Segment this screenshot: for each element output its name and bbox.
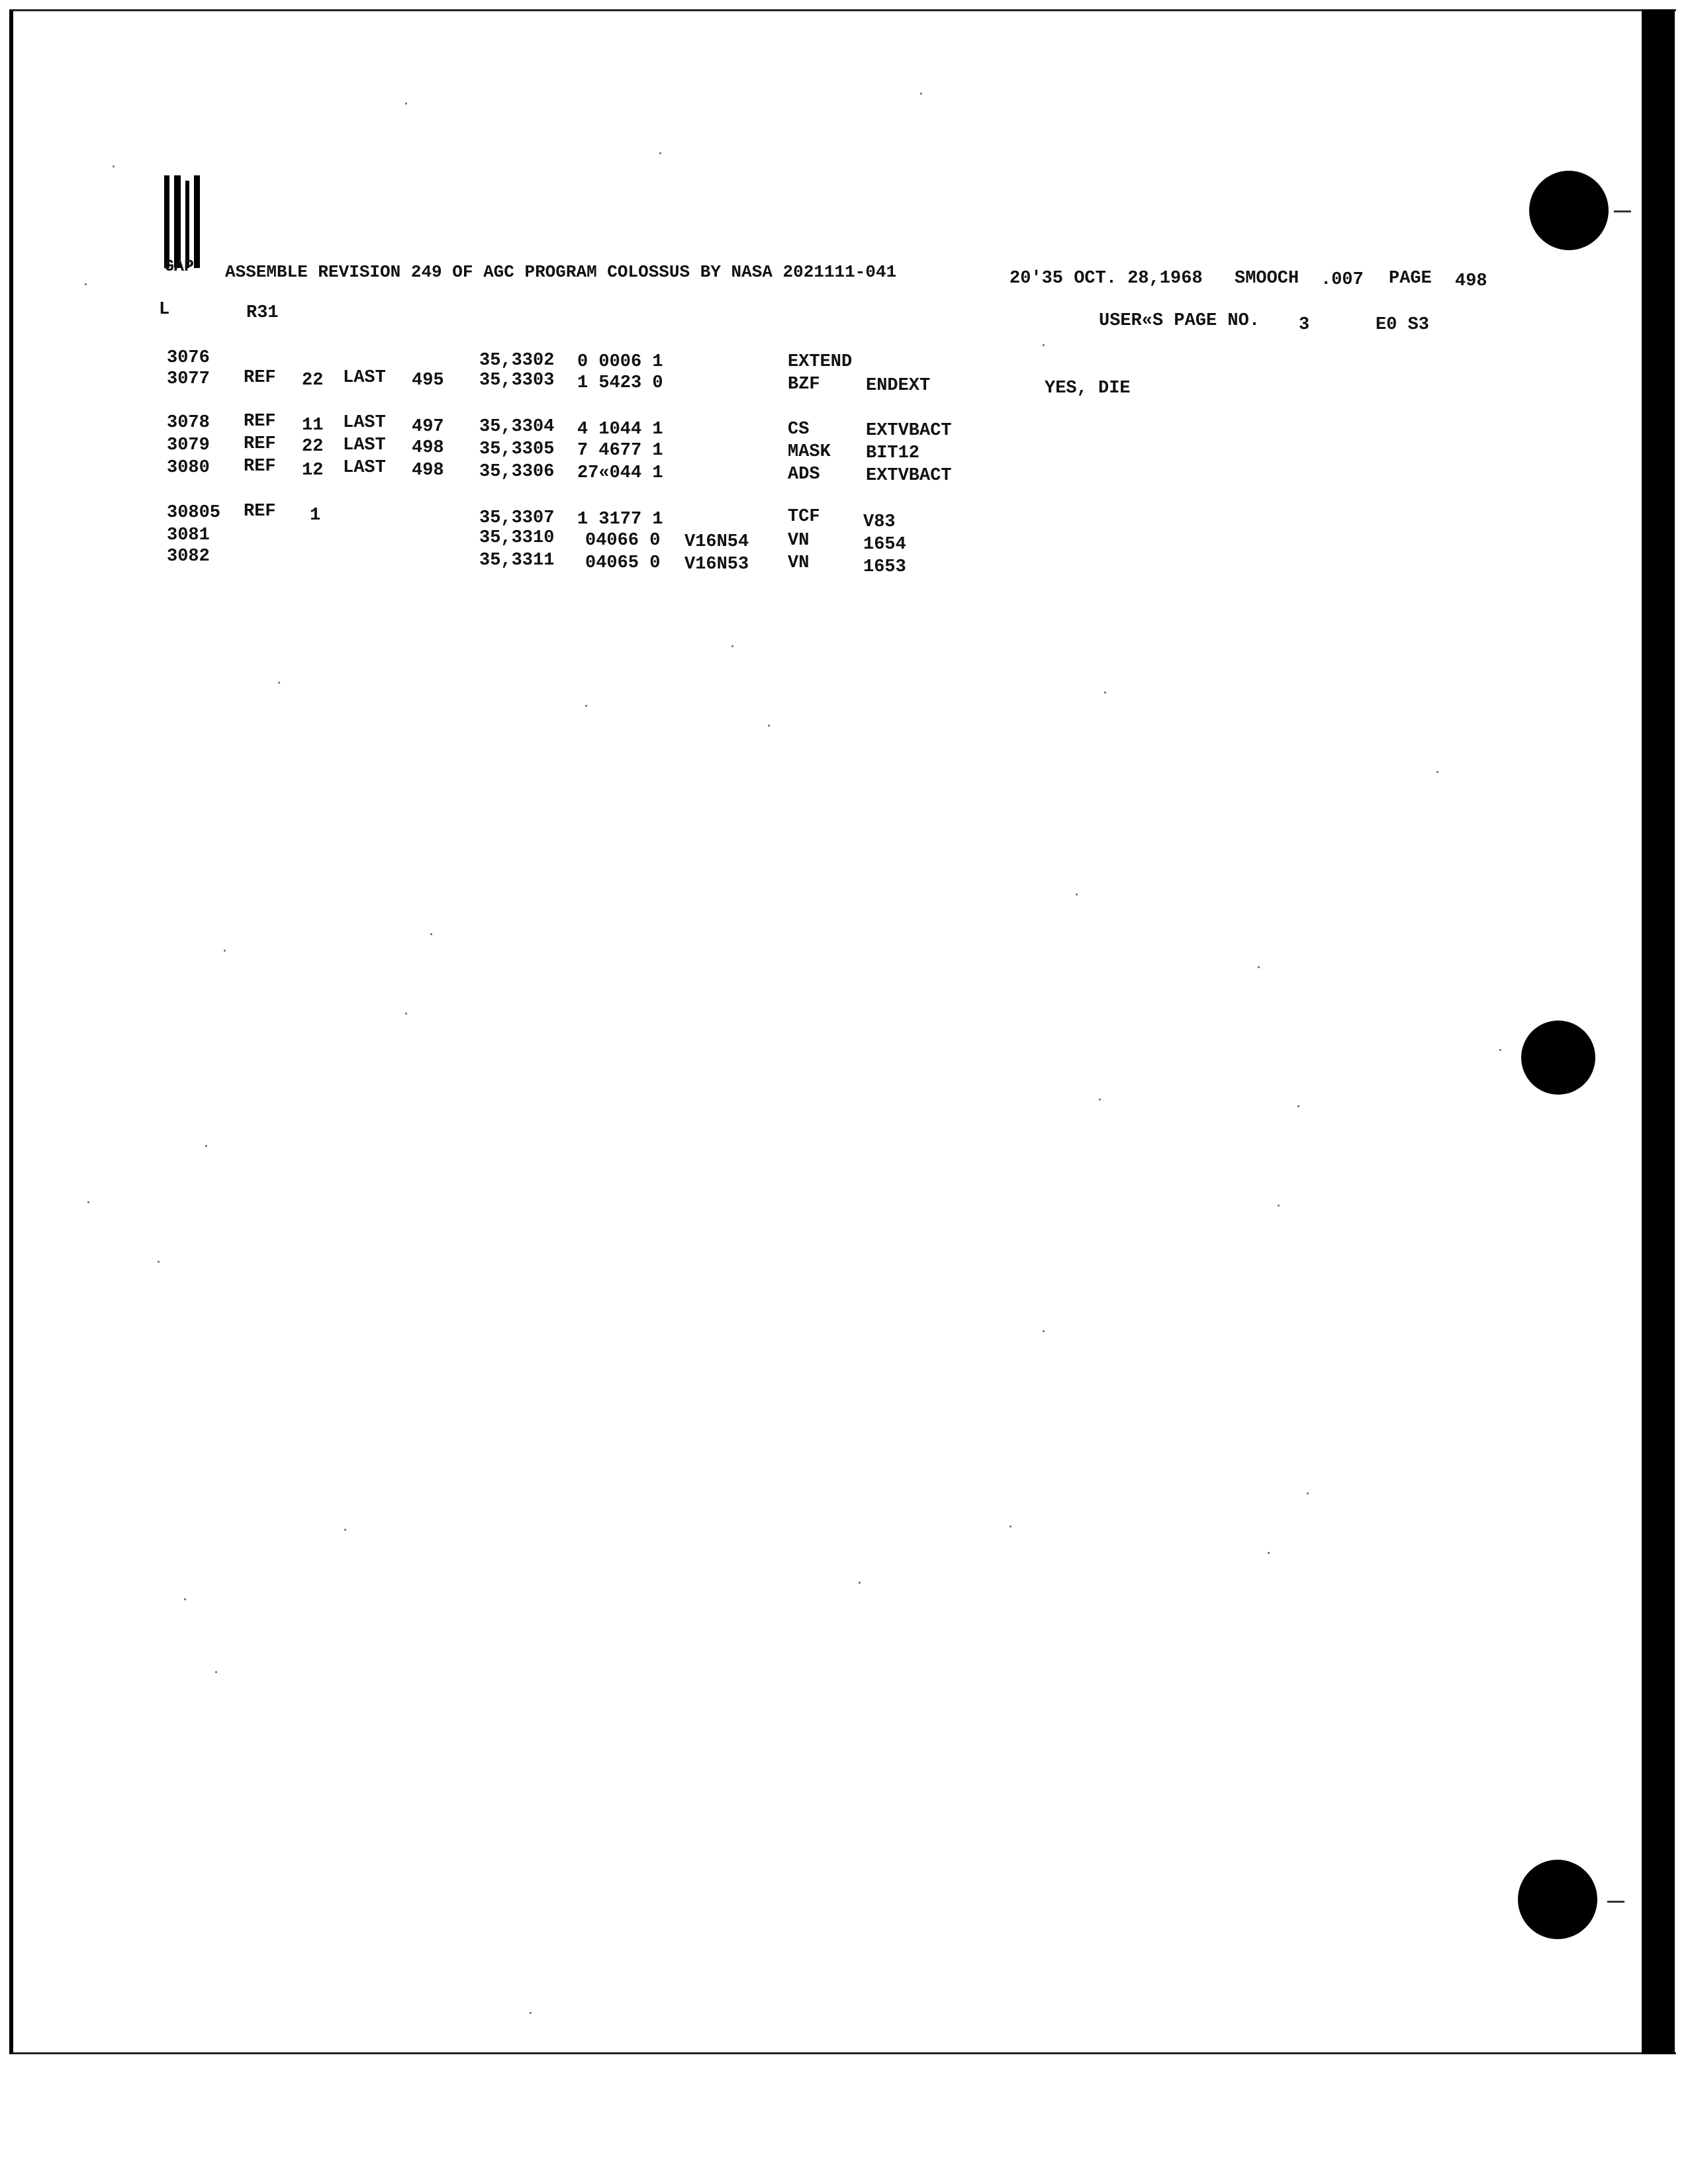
header-mark: GAP: [164, 257, 195, 276]
last-page: 498: [412, 461, 444, 480]
header-timestamp: 20'35 OCT. 28,1968: [1009, 269, 1203, 289]
header-page-label: PAGE: [1389, 269, 1432, 289]
opcode: EXTEND: [788, 352, 853, 372]
opcode: TCF: [788, 507, 820, 527]
last-label: LAST: [343, 435, 386, 455]
subheader-routine: R31: [246, 303, 279, 323]
ref-label: REF: [244, 412, 276, 432]
octal-code: 4 1044 1: [577, 420, 663, 439]
binder-hole-mark: [1607, 1901, 1624, 1903]
address: 35,3311: [479, 551, 555, 570]
last-page: 495: [412, 371, 444, 390]
operand: 1654: [863, 535, 906, 555]
line-number: 3078: [167, 413, 210, 433]
barcode-icon: [164, 175, 203, 268]
address: 35,3302: [479, 351, 555, 371]
ref-label: REF: [244, 434, 276, 454]
line-number: 3081: [167, 525, 210, 545]
opcode: MASK: [788, 442, 831, 462]
opcode: VN: [788, 553, 810, 573]
octal-code: 0 0006 1: [577, 352, 663, 372]
header-suffix: .007: [1321, 270, 1364, 290]
verb-noun-label: V16N53: [684, 555, 749, 574]
line-number: 3082: [167, 547, 210, 567]
last-page: 498: [412, 438, 444, 458]
binder-hole-top: [1529, 171, 1609, 250]
users-page-label: USER«S PAGE NO.: [1099, 311, 1260, 331]
octal-code: 04065 0: [585, 553, 661, 573]
ref-count: 12: [302, 461, 324, 480]
last-label: LAST: [343, 368, 386, 388]
operand: EXTVBACT: [866, 466, 952, 486]
last-page: 497: [412, 417, 444, 437]
address: 35,3306: [479, 462, 555, 482]
octal-code: 04066 0: [585, 531, 661, 551]
ref-count: 22: [302, 437, 324, 457]
subheader-flag: L: [159, 300, 170, 320]
operand: V83: [863, 512, 896, 532]
octal-code: 27«044 1: [577, 463, 663, 483]
ref-count: 22: [302, 371, 324, 390]
users-page-number: 3: [1299, 315, 1310, 335]
line-number: 3080: [167, 458, 210, 478]
address: 35,3307: [479, 508, 555, 528]
opcode: BZF: [788, 375, 820, 394]
octal-code: 7 4677 1: [577, 441, 663, 461]
ref-label: REF: [244, 457, 276, 477]
binder-hole-bottom: [1518, 1860, 1597, 1939]
opcode: CS: [788, 420, 810, 439]
line-number: 3079: [167, 435, 210, 455]
line-number: 3076: [167, 348, 210, 368]
header-title: ASSEMBLE REVISION 249 OF AGC PROGRAM COLOSSUS BY NASA 2021111-041: [225, 262, 897, 282]
octal-code: 1 3177 1: [577, 510, 663, 529]
comment: YES, DIE: [1045, 379, 1131, 398]
line-number: 3077: [167, 369, 210, 389]
ref-count: 1: [310, 506, 321, 525]
address: 35,3304: [479, 417, 555, 437]
operand: 1653: [863, 557, 906, 577]
verb-noun-label: V16N54: [684, 532, 749, 552]
ref-count: 11: [302, 416, 324, 435]
binder-hole-middle: [1521, 1021, 1595, 1095]
opcode: VN: [788, 531, 810, 551]
ref-label: REF: [244, 368, 276, 388]
line-number: 30805: [167, 503, 221, 523]
last-label: LAST: [343, 413, 386, 433]
header-page-number: 498: [1455, 271, 1487, 291]
last-label: LAST: [343, 458, 386, 478]
scan-edge-bar: [1642, 9, 1675, 2054]
ref-label: REF: [244, 502, 276, 522]
header-user: SMOOCH: [1235, 269, 1299, 289]
binder-hole-mark: [1614, 210, 1631, 212]
address: 35,3303: [479, 371, 555, 390]
address: 35,3305: [479, 439, 555, 459]
subheader-tag: E0 S3: [1376, 315, 1430, 335]
operand: BIT12: [866, 443, 920, 463]
octal-code: 1 5423 0: [577, 373, 663, 393]
operand: EXTVBACT: [866, 421, 952, 441]
address: 35,3310: [479, 528, 555, 548]
opcode: ADS: [788, 465, 820, 484]
operand: ENDEXT: [866, 376, 931, 396]
